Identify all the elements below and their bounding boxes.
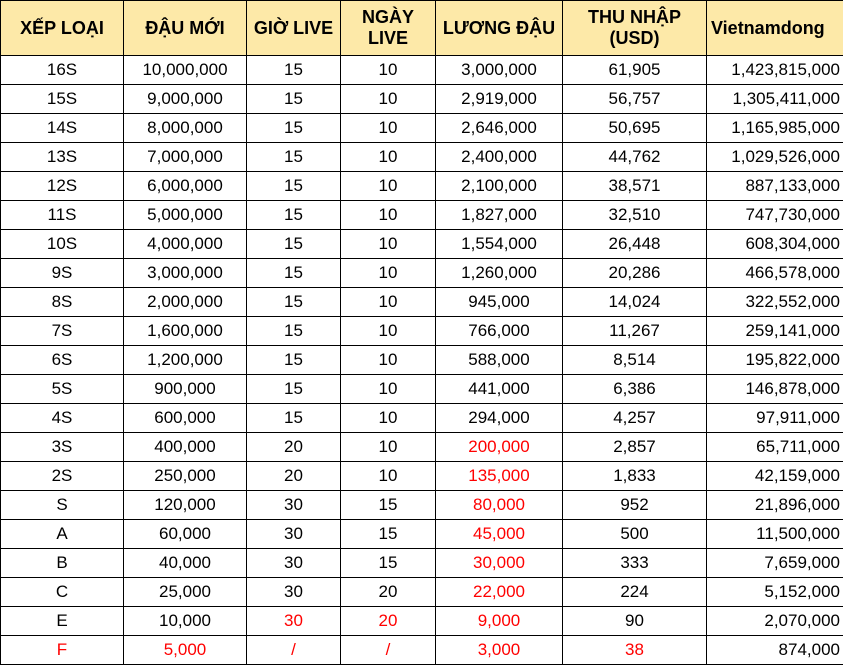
usd-cell: 14,024: [563, 288, 707, 317]
table-row: [1, 346, 843, 375]
luong-dau-cell: 80,000: [436, 491, 563, 520]
usd-cell: 61,905: [563, 56, 707, 85]
ngay-live-cell: 10: [341, 143, 436, 172]
dau-moi-cell: 8,000,000: [124, 114, 247, 143]
luong-dau-cell: 2,919,000: [436, 85, 563, 114]
rank-cell: 16S: [1, 56, 124, 85]
table-row: [1, 143, 843, 172]
usd-cell: 26,448: [563, 230, 707, 259]
table-row: [1, 114, 843, 143]
header-gio-live: GIỜ LIVE: [247, 1, 341, 56]
usd-cell: 90: [563, 607, 707, 636]
gio-live-cell: 30: [247, 549, 341, 578]
vnd-cell: 97,911,000: [707, 404, 843, 433]
gio-live-cell: 15: [247, 317, 341, 346]
header-ngay-live: [341, 1, 436, 56]
dau-moi-cell: 10,000: [124, 607, 247, 636]
vnd-cell: 874,000: [707, 636, 843, 665]
ngay-live-cell: 10: [341, 317, 436, 346]
luong-dau-cell: 2,400,000: [436, 143, 563, 172]
ngay-live-cell: 15: [341, 549, 436, 578]
header-ngay-live-line2: LIVE: [368, 28, 408, 48]
ngay-live-cell: 10: [341, 346, 436, 375]
luong-dau-cell: 1,260,000: [436, 259, 563, 288]
vnd-cell: 5,152,000: [707, 578, 843, 607]
gio-live-cell: 30: [247, 607, 341, 636]
ngay-live-cell: 10: [341, 404, 436, 433]
ngay-live-cell: 10: [341, 56, 436, 85]
gio-live-cell: 15: [247, 346, 341, 375]
usd-cell: 4,257: [563, 404, 707, 433]
gio-live-cell: 20: [247, 433, 341, 462]
table-row: [1, 549, 843, 578]
table-row: [1, 578, 843, 607]
vnd-cell: 1,029,526,000: [707, 143, 843, 172]
vnd-cell: 195,822,000: [707, 346, 843, 375]
vnd-cell: 21,896,000: [707, 491, 843, 520]
ngay-live-cell: 10: [341, 259, 436, 288]
usd-cell: 333: [563, 549, 707, 578]
rank-cell: 4S: [1, 404, 124, 433]
luong-dau-cell: 200,000: [436, 433, 563, 462]
gio-live-cell: 15: [247, 259, 341, 288]
header-vietnamdong: Vietnamdong: [707, 1, 843, 56]
vnd-cell: 466,578,000: [707, 259, 843, 288]
dau-moi-cell: 7,000,000: [124, 143, 247, 172]
rank-cell: C: [1, 578, 124, 607]
rank-cell: E: [1, 607, 124, 636]
dau-moi-cell: 5,000,000: [124, 201, 247, 230]
ngay-live-cell: 20: [341, 607, 436, 636]
rank-cell: 13S: [1, 143, 124, 172]
luong-dau-cell: 294,000: [436, 404, 563, 433]
ngay-live-cell: 15: [341, 520, 436, 549]
vnd-cell: 747,730,000: [707, 201, 843, 230]
luong-dau-cell: 1,554,000: [436, 230, 563, 259]
table-row: [1, 491, 843, 520]
usd-cell: 50,695: [563, 114, 707, 143]
header-thu-nhap-line1: THU NHẬP: [588, 7, 681, 27]
dau-moi-cell: 40,000: [124, 549, 247, 578]
table-row: [1, 607, 843, 636]
table-row: [1, 520, 843, 549]
table-row: [1, 375, 843, 404]
usd-cell: 38,571: [563, 172, 707, 201]
luong-dau-cell: 22,000: [436, 578, 563, 607]
vnd-cell: 42,159,000: [707, 462, 843, 491]
dau-moi-cell: 10,000,000: [124, 56, 247, 85]
gio-live-cell: 15: [247, 56, 341, 85]
header-luong-dau: LƯƠNG ĐẬU: [436, 1, 563, 56]
rank-cell: 9S: [1, 259, 124, 288]
table-row: [1, 317, 843, 346]
gio-live-cell: /: [247, 636, 341, 665]
dau-moi-cell: 5,000: [124, 636, 247, 665]
dau-moi-cell: 120,000: [124, 491, 247, 520]
ngay-live-cell: 20: [341, 578, 436, 607]
dau-moi-cell: 250,000: [124, 462, 247, 491]
table-row: [1, 288, 843, 317]
ngay-live-cell: 10: [341, 433, 436, 462]
dau-moi-cell: 60,000: [124, 520, 247, 549]
luong-dau-cell: 588,000: [436, 346, 563, 375]
rank-cell: A: [1, 520, 124, 549]
table-row: [1, 56, 843, 85]
dau-moi-cell: 400,000: [124, 433, 247, 462]
luong-dau-cell: 9,000: [436, 607, 563, 636]
dau-moi-cell: 6,000,000: [124, 172, 247, 201]
vnd-cell: 146,878,000: [707, 375, 843, 404]
luong-dau-cell: 766,000: [436, 317, 563, 346]
rank-cell: 10S: [1, 230, 124, 259]
usd-cell: 44,762: [563, 143, 707, 172]
luong-dau-cell: 3,000: [436, 636, 563, 665]
vnd-cell: 11,500,000: [707, 520, 843, 549]
usd-cell: 56,757: [563, 85, 707, 114]
ngay-live-cell: 10: [341, 462, 436, 491]
gio-live-cell: 15: [247, 143, 341, 172]
vnd-cell: 1,423,815,000: [707, 56, 843, 85]
rank-cell: 6S: [1, 346, 124, 375]
usd-cell: 224: [563, 578, 707, 607]
table-row: [1, 230, 843, 259]
ngay-live-cell: 10: [341, 201, 436, 230]
vnd-cell: 1,165,985,000: [707, 114, 843, 143]
luong-dau-cell: 2,100,000: [436, 172, 563, 201]
gio-live-cell: 30: [247, 491, 341, 520]
gio-live-cell: 15: [247, 201, 341, 230]
table-row: [1, 172, 843, 201]
vnd-cell: 2,070,000: [707, 607, 843, 636]
rank-cell: 7S: [1, 317, 124, 346]
rank-cell: 8S: [1, 288, 124, 317]
gio-live-cell: 15: [247, 172, 341, 201]
usd-cell: 20,286: [563, 259, 707, 288]
table-row: [1, 462, 843, 491]
gio-live-cell: 30: [247, 520, 341, 549]
gio-live-cell: 20: [247, 462, 341, 491]
gio-live-cell: 15: [247, 375, 341, 404]
usd-cell: 952: [563, 491, 707, 520]
rank-cell: B: [1, 549, 124, 578]
table-row: [1, 404, 843, 433]
rank-cell: S: [1, 491, 124, 520]
usd-cell: 1,833: [563, 462, 707, 491]
dau-moi-cell: 900,000: [124, 375, 247, 404]
dau-moi-cell: 4,000,000: [124, 230, 247, 259]
header-thu-nhap-line2: (USD): [610, 28, 660, 48]
ngay-live-cell: /: [341, 636, 436, 665]
dau-moi-cell: 3,000,000: [124, 259, 247, 288]
vnd-cell: 259,141,000: [707, 317, 843, 346]
ngay-live-cell: 10: [341, 375, 436, 404]
luong-dau-cell: 135,000: [436, 462, 563, 491]
rank-cell: 3S: [1, 433, 124, 462]
rank-cell: 14S: [1, 114, 124, 143]
table-row: [1, 636, 843, 665]
usd-cell: 32,510: [563, 201, 707, 230]
table-row: [1, 201, 843, 230]
usd-cell: 6,386: [563, 375, 707, 404]
gio-live-cell: 15: [247, 114, 341, 143]
gio-live-cell: 15: [247, 404, 341, 433]
vnd-cell: 887,133,000: [707, 172, 843, 201]
vnd-cell: 65,711,000: [707, 433, 843, 462]
table-body: [1, 56, 843, 665]
gio-live-cell: 15: [247, 288, 341, 317]
ngay-live-cell: 10: [341, 230, 436, 259]
dau-moi-cell: 1,200,000: [124, 346, 247, 375]
header-dau-moi: ĐẬU MỚI: [124, 1, 247, 56]
gio-live-cell: 15: [247, 230, 341, 259]
dau-moi-cell: 9,000,000: [124, 85, 247, 114]
ngay-live-cell: 10: [341, 114, 436, 143]
dau-moi-cell: 600,000: [124, 404, 247, 433]
header-thu-nhap: [563, 1, 707, 56]
header-row: [1, 1, 843, 56]
ngay-live-cell: 10: [341, 85, 436, 114]
usd-cell: 2,857: [563, 433, 707, 462]
gio-live-cell: 15: [247, 85, 341, 114]
gio-live-cell: 30: [247, 578, 341, 607]
usd-cell: 38: [563, 636, 707, 665]
luong-dau-cell: 945,000: [436, 288, 563, 317]
rank-cell: 12S: [1, 172, 124, 201]
header-xep-loai: XẾP LOẠI: [1, 1, 124, 56]
rank-cell: F: [1, 636, 124, 665]
rank-cell: 15S: [1, 85, 124, 114]
ngay-live-cell: 10: [341, 288, 436, 317]
usd-cell: 11,267: [563, 317, 707, 346]
header-ngay-live-line1: NGÀY: [362, 7, 414, 27]
rank-cell: 5S: [1, 375, 124, 404]
ngay-live-cell: 10: [341, 172, 436, 201]
luong-dau-cell: 30,000: [436, 549, 563, 578]
luong-dau-cell: 3,000,000: [436, 56, 563, 85]
rank-cell: 11S: [1, 201, 124, 230]
vnd-cell: 608,304,000: [707, 230, 843, 259]
usd-cell: 500: [563, 520, 707, 549]
dau-moi-cell: 2,000,000: [124, 288, 247, 317]
rank-cell: 2S: [1, 462, 124, 491]
vnd-cell: 7,659,000: [707, 549, 843, 578]
luong-dau-cell: 441,000: [436, 375, 563, 404]
vnd-cell: 1,305,411,000: [707, 85, 843, 114]
luong-dau-cell: 2,646,000: [436, 114, 563, 143]
dau-moi-cell: 25,000: [124, 578, 247, 607]
table-row: [1, 85, 843, 114]
dau-moi-cell: 1,600,000: [124, 317, 247, 346]
table-row: [1, 433, 843, 462]
usd-cell: 8,514: [563, 346, 707, 375]
luong-dau-cell: 1,827,000: [436, 201, 563, 230]
luong-dau-cell: 45,000: [436, 520, 563, 549]
table-row: [1, 259, 843, 288]
vnd-cell: 322,552,000: [707, 288, 843, 317]
ngay-live-cell: 15: [341, 491, 436, 520]
